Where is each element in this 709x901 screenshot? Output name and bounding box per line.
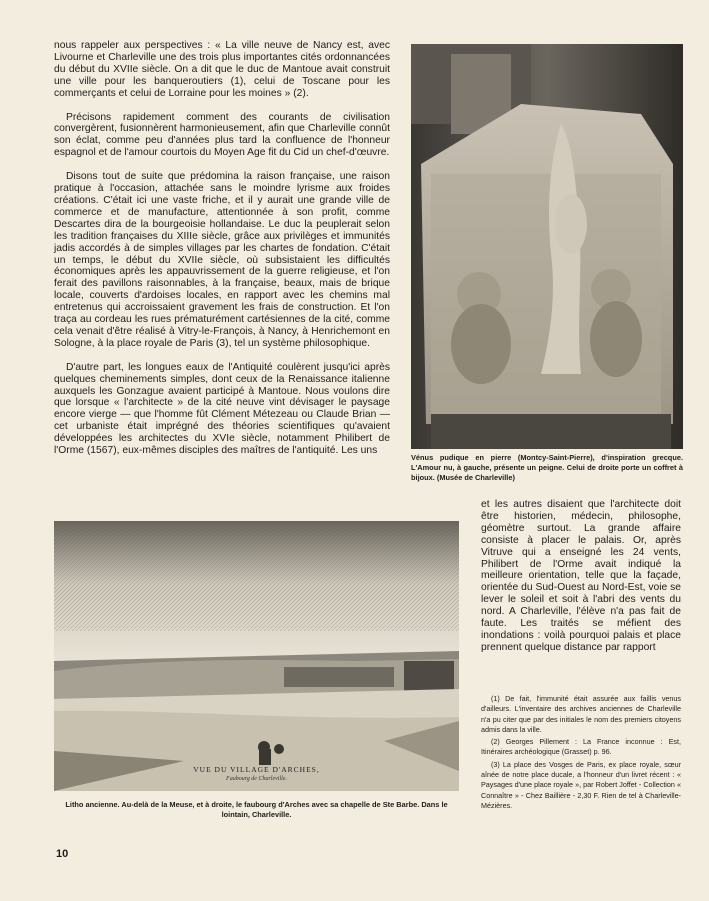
venus-relief-photo	[411, 44, 683, 449]
footnote: (1) De fait, l'immunité était assurée aux faillis venus d'ailleurs. L'inventaire des archives anciennes de Charleville n'a pu citer que par des initiales le nom des premiers citoyens admis dans la ville.	[481, 694, 681, 734]
venus-photo-caption: Vénus pudique en pierre (Montcy-Saint-Pierre), d'inspiration grecque. L'Amour nu, à gauche, présente un peigne. Celui de droite porte un coffret à bijoux. (Musée de Charleville)	[411, 453, 683, 483]
litho-caption: Litho ancienne. Au-delà de la Meuse, et à droite, le faubourg d'Arches avec sa chapelle de Ste Barbe. Dans le lointain, Charleville.	[65, 800, 448, 820]
paragraph: Précisons rapidement comment des courants de civilisation convergèrent, fusionnèrent harmonieusement, afin que Charleville connût son éclat, comme peu d'années plus tard la confluence de l'honneur espagnol et de l'amour courtois du Moyen Age fit du Cid un chef-d'œuvre.	[54, 111, 390, 159]
article-right-column	[481, 499, 681, 654]
paragraph: nous rappeler aux perspectives : « La ville neuve de Nancy est, avec Livourne et Charleville une des trois plus importantes cités ordonnancées du début du XVIIe siècle. On a dit que le duc de Mantoue avait construit une ville pour les banqueroutiers (1), celui de Toscane pour les commerçants et celui de Lorraine pour les moines » (2).	[54, 40, 390, 99]
litho-subtitle: Faubourg de Charleville.	[226, 776, 287, 782]
footnotes	[481, 694, 681, 813]
litho-title: VUE DU VILLAGE D'ARCHES,	[193, 765, 320, 774]
paragraph: D'autre part, les longues eaux de l'Antiquité coulèrent jusqu'ici après quelques cheminements simples, dont ceux de la Renaissance italienne auxquels les Gonzague avaient participé à Mantoue. Nous voulons dire que lorsque « l'architecte » de la cité neuve vint dévisager le paysage encore vierge — que l'homme fût Clément Métezeau ou Claude Brian — cet urbaniste était imprégné des théories scientifiques qu'avaient développées les architectes du XVIe siècle, notamment Philibert de l'Orme (1567), eux-mêmes disciples des maîtres de l'antiquité. Les uns	[54, 361, 390, 457]
page-number: 10	[56, 848, 69, 860]
article-left-column	[54, 40, 390, 469]
arches-litho-image	[54, 521, 459, 791]
footnote: (2) Georges Pillement : La France inconnue : Est, Itinéraires archéologique (Grasset) p. 96.	[481, 737, 681, 757]
paragraph: Disons tout de suite que prédomina la raison française, une raison pratique à l'occasion, attachée sans le moindre lyrisme aux froides créations. C'était ici une vaste friche, et il y aurait une grande ville de commerce et de manufacture, attentionnée à son profit, comme Descartes dira de la bourgeoisie hollandaise. Le duc la peuplerait selon les tradition françaises du XIIIe siècle, grâce aux privilèges et immunités jadis accordés à de simples villages par les chartes de fondation. C'était un temps, le début du XVIIe siècle, où subsistaient les difficultés économiques après les appauvrissement de la guerre religieuse, et l'on ferait des pavillons raisonnables, à la française, beaux, mais de brique locale, couverts d'ardoises locales, en rapport avec les chemins mal entretenus qui accroissaient gravement les frais de construction. Et l'on traça au cordeau les rues prématurément cartésiennes de la cité, comme cela venait d'être réalisé à Vitry-le-François, à Nancy, à Henrichemont en Sologne, à la place royale de Paris (3), tel un système philosophique.	[54, 171, 390, 349]
footnote: (3) La place des Vosges de Paris, ex place royale, sœur aînée de notre place ducale, a l'honneur d'un livret récent : « Paysages d'une place royale », par Robert Joffet - Collection « Connaître » - Chez Baillière - 2,30 F. Rien de tel à Charleville-Mézières.	[481, 759, 681, 810]
paragraph: et les autres disaient que l'architecte doit être historien, médecin, philosophe, géomètre surtout. La grande affaire consiste à placer le palais. Or, après Vitruve qui a enseigné les 24 vents, Philibert de l'Orme avait indiqué la meilleure orientation, telle que la façade, orientée du Sud-Ouest au Nord-Est, voie se lever le soleil et soit à l'abri des vents du nord. A Charleville, l'élève n'a pas fait de faute. Les traités se méfient des inondations : voilà pourquoi palais et place prennent quelque distance par rapport	[481, 499, 681, 653]
